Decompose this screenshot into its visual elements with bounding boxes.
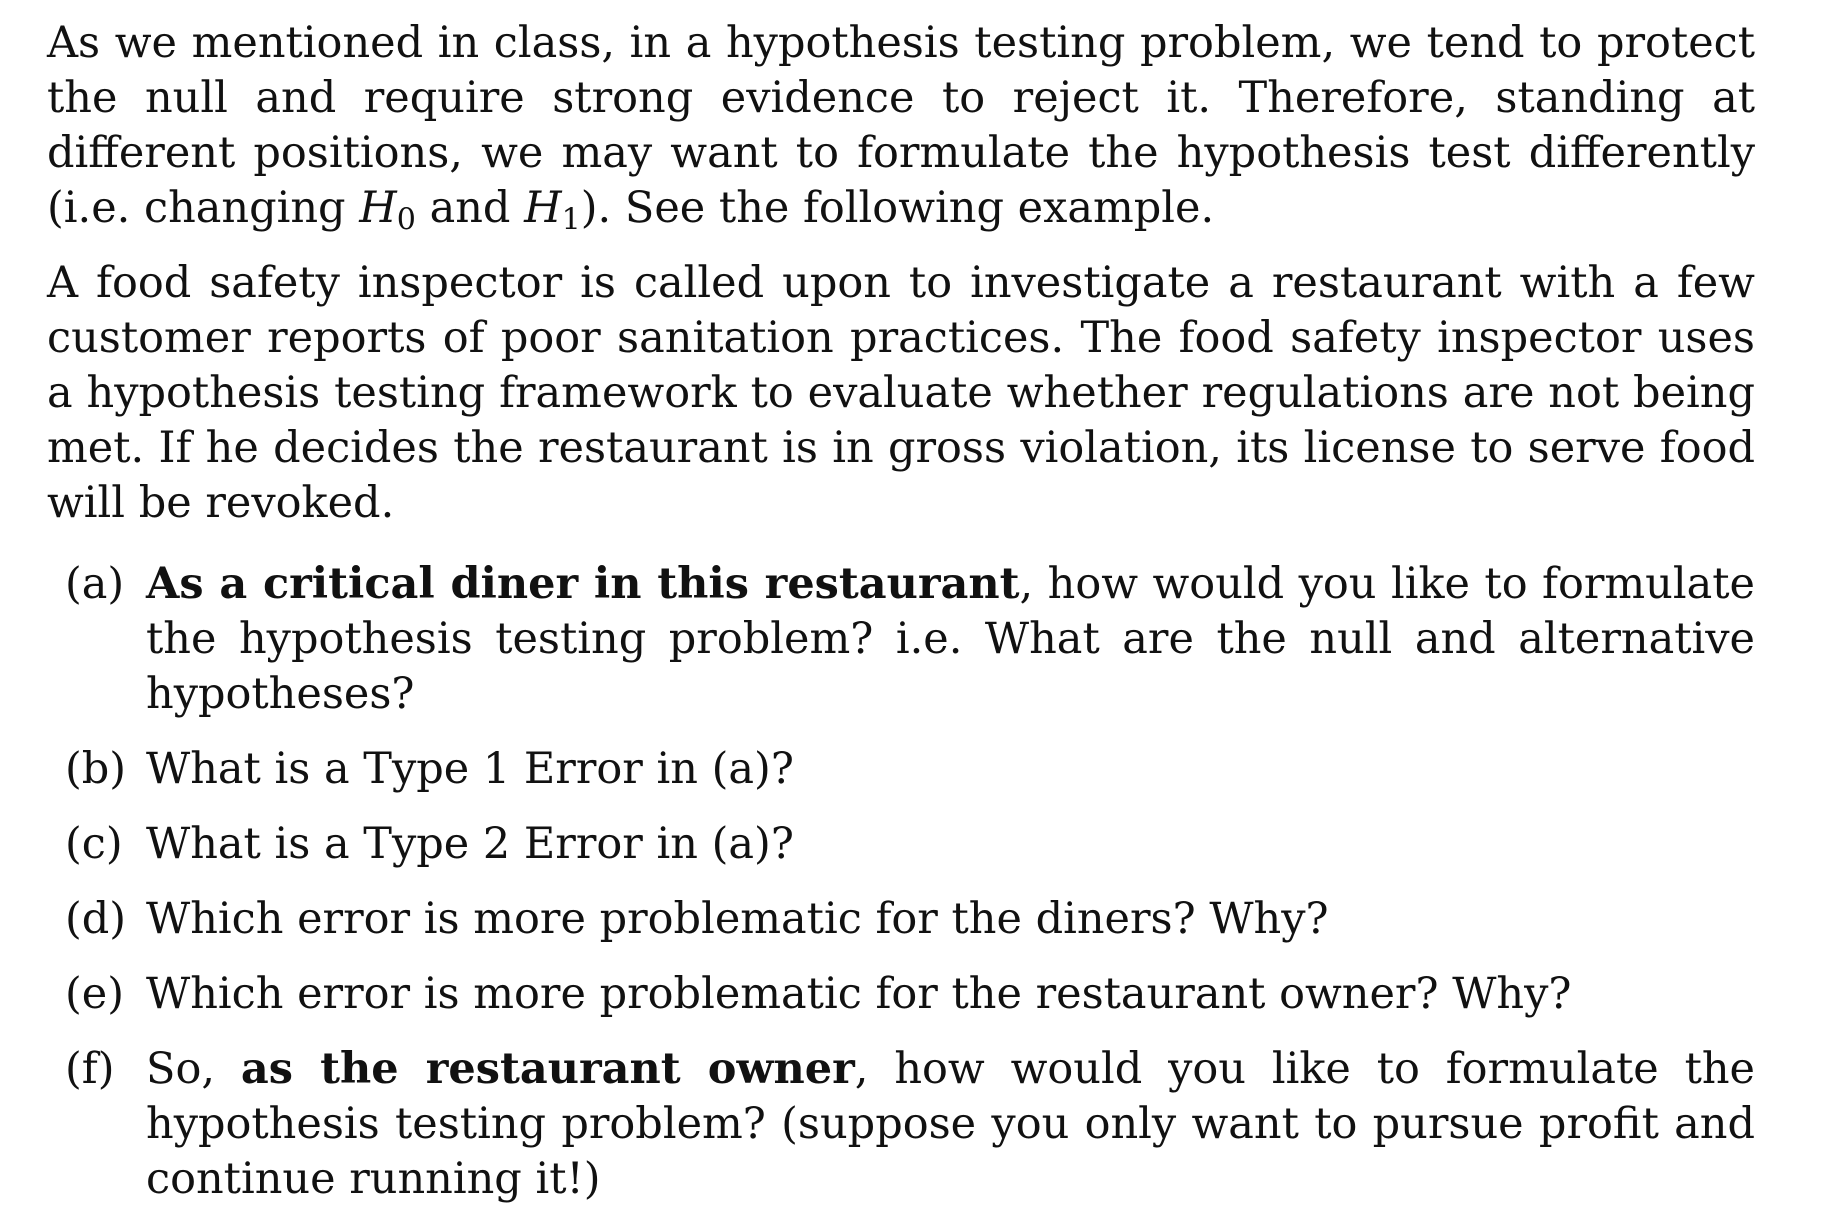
- question-label-d: (d): [65, 894, 127, 944]
- scenario-paragraph: A food safety inspector is called upon to investigate a restaurant with a few customer reports of poor sanitation practices. The food safety inspector uses a hypothesis testing framework to evaluate whether regulations are not being met. If he decides the restaurant is in gross violation, its license to serve food will be revoked.: [47, 258, 1755, 528]
- question-item-e: [47, 967, 1755, 1022]
- question-list: [47, 557, 1755, 1207]
- intro-paragraph: [47, 16, 1755, 236]
- question-a-emphasis: As a critical diner in this restaurant: [146, 559, 1020, 609]
- question-item-c: [47, 817, 1755, 872]
- question-label-c: (c): [65, 819, 123, 869]
- question-item-b: [47, 742, 1755, 797]
- intro-text-between: and: [415, 183, 525, 233]
- intro-text-after: ). See the following example.: [580, 183, 1215, 233]
- h1-subscript: 1: [561, 202, 581, 238]
- intro-text-before: As we mentioned in class, in a hypothesis testing problem, we tend to protect the null and require strong evidence to reject it. Therefore, standing at different positions, we may want to formulate the hypothesis test differently (i.e. changing: [47, 18, 1755, 233]
- question-d-text: Which error is more problematic for the diners? Why?: [146, 894, 1329, 944]
- question-item-d: [47, 892, 1755, 947]
- h1-symbol: [524, 183, 581, 238]
- question-f-emphasis: as the restaurant owner: [240, 1044, 855, 1094]
- question-b-text: What is a Type 1 Error in (a)?: [146, 744, 794, 794]
- h0-subscript: 0: [396, 202, 416, 238]
- question-f-text: , how would you like to formulate the hypothesis testing problem? (suppose you only want to pursue profit and continue running it!): [146, 1044, 1755, 1204]
- question-item-a: [47, 557, 1755, 722]
- document-page: [47, 16, 1755, 1207]
- question-item-f: [47, 1042, 1755, 1207]
- question-label-a: (a): [65, 559, 125, 609]
- question-label-e: (e): [65, 969, 124, 1019]
- question-e-text: Which error is more problematic for the restaurant owner? Why?: [146, 969, 1572, 1019]
- question-f-text-before: So,: [146, 1044, 241, 1094]
- h0-symbol: [359, 183, 416, 238]
- question-label-b: (b): [65, 744, 127, 794]
- question-label-f: (f): [65, 1044, 115, 1094]
- question-a-text: , how would you like to formulate the hypothesis testing problem? i.e. What are the null and alternative hypotheses?: [146, 559, 1755, 719]
- h0-letter: H: [359, 183, 397, 233]
- h1-letter: H: [524, 183, 562, 233]
- question-c-text: What is a Type 2 Error in (a)?: [146, 819, 794, 869]
